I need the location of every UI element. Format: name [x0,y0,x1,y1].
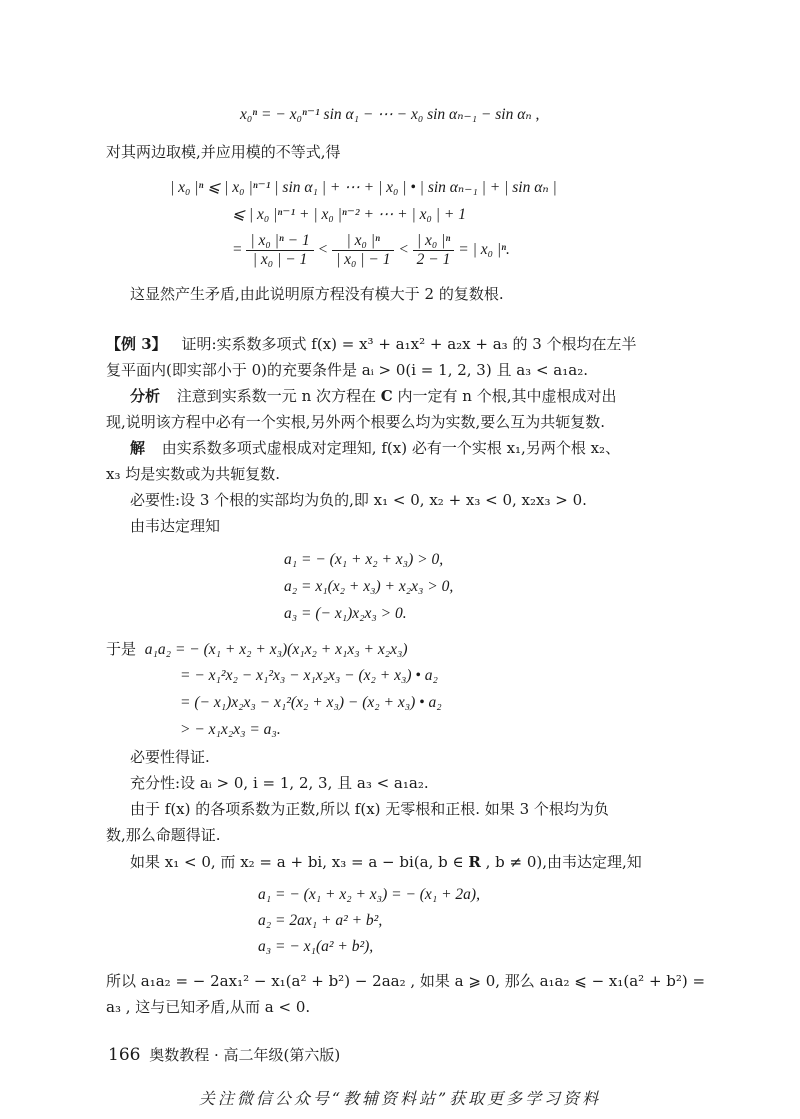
text-line: 必要性得证. [130,748,210,766]
text-part: 如果 x₁ < 0, 而 x₂ = a + bi, x₃ = a − bi(a, b ∈ [130,853,464,871]
watermark-text: 关注微信公众号“教辅资料站”获取更多学习资料 [198,1089,602,1108]
equation-line: a₂ = x₁(x₂ + x₃) + x₂x₃ > 0, [284,578,454,595]
text-part: , b ≠ 0),由韦达定理,知 [485,853,642,871]
fraction [246,232,313,269]
page-number: 166 [108,1045,141,1065]
text-line: 现,说明该方程中必有一个实根,另外两个根要么均为实数,要么互为共轭复数. [106,413,606,431]
denominator: | x₀ | − 1 [335,250,391,268]
text-line: a₃ , 这与已知矛盾,从而 a < 0. [106,998,311,1016]
text-line: 所以 a₁a₂ = − 2ax₁² − x₁(a² + b²) − 2aa₂ , 如果 a ⩾ 0, 那么 a₁a₂ ⩽ − x₁(a² + b²) = [106,972,706,990]
text-line: 必要性:设 3 个根的实部均为负的,即 x₁ < 0, x₂ + x₃ < 0, x₂x₃ > 0. [130,491,587,509]
solution-text: 由实系数多项式虚根成对定理知, f(x) 必有一个实根 x₁,另两个根 x₂、 [161,439,621,457]
text-line [130,851,642,873]
example-heading-line [106,333,637,355]
text-line: 由于 f(x) 的各项系数为正数,所以 f(x) 无零根和正根. 如果 3 个根均为负 [130,800,609,818]
text-lead: 于是 [106,640,137,658]
equation-line: a₃ = (− x₁)x₂x₃ > 0. [284,605,407,622]
numerator: | x₀ |ⁿ [332,232,395,251]
equation-line: = (− x₁)x₂x₃ − x₁²(x₂ + x₃) − (x₂ + x₃) • a₂ [180,694,442,711]
text-line: 由韦达定理知 [130,517,221,535]
denominator: | x₀ | − 1 [252,250,308,268]
equation-line: a₁ = − (x₁ + x₂ + x₃) = − (x₁ + 2a), [258,886,480,903]
fraction [332,232,395,269]
equation-line: a₂ = 2ax₁ + a² + b², [258,912,383,929]
equation-line [106,638,408,661]
fraction-inequality-line [232,230,510,270]
equation-line: = − x₁²x₂ − x₁²x₃ − x₁x₂x₃ − (x₂ + x₃) • a₂ [180,667,438,684]
complex-set-symbol: C [380,387,393,405]
solution-label: 解 [130,439,146,457]
equation-line: a₃ = − x₁(a² + b²), [258,938,374,955]
inequality-line: | x₀ |ⁿ ⩽ | x₀ |ⁿ⁻¹ | sin α₁ | + ⋯ + | x₀ | • | sin αₙ₋₁ | + | sin αₙ | [170,179,557,196]
solution-line [130,437,620,459]
example-label: 【例 3】 [106,335,167,353]
numerator: | x₀ |ⁿ − 1 [246,232,313,251]
text-line: 对其两边取模,并应用模的不等式,得 [106,143,341,161]
numerator: | x₀ |ⁿ [413,232,455,251]
text-line: x₃ 均是实数或为共轭复数. [106,465,281,483]
fraction [413,232,455,269]
analysis-text: 内一定有 n 个根,其中虚根成对出 [397,387,617,405]
text-line: 充分性:设 aᵢ > 0, i = 1, 2, 3, 且 a₃ < a₁a₂. [130,774,429,792]
page-footer [108,1044,340,1065]
equation-line: x₀ⁿ = − x₀ⁿ⁻¹ sin α₁ − ⋯ − x₀ sin αₙ₋₁ − sin αₙ , [240,106,540,123]
equation-line: > − x₁x₂x₃ = a₃. [180,721,281,738]
analysis-line [130,385,616,407]
book-title: 奥数教程 · 高二年级(第六版) [149,1046,341,1064]
less-than-sign: < [317,241,329,258]
equation-tail: = | x₀ |ⁿ. [458,241,510,258]
inequality-line: ⩽ | x₀ |ⁿ⁻¹ + | x₀ |ⁿ⁻² + ⋯ + | x₀ | + 1 [232,206,466,223]
equation-line: a₁ = − (x₁ + x₂ + x₃) > 0, [284,551,444,568]
equals-sign: = [232,241,243,258]
analysis-text: 注意到实系数一元 n 次方程在 [176,387,376,405]
example-statement: 证明:实系数多项式 f(x) = x³ + a₁x² + a₂x + a₃ 的 3 个根均在左半 [181,335,637,353]
text-line: 复平面内(即实部小于 0)的充要条件是 aᵢ > 0(i = 1, 2, 3) 且 a₃ < a₁a₂. [106,361,588,379]
text-line: 这显然产生矛盾,由此说明原方程没有模大于 2 的复数根. [130,285,504,303]
analysis-label: 分析 [130,387,161,405]
equation: a₁a₂ = − (x₁ + x₂ + x₃)(x₁x₂ + x₁x₃ + x₂x₃) [144,641,408,658]
denominator: 2 − 1 [416,250,451,268]
text-line: 数,那么命题得证. [106,826,221,844]
real-set-symbol: R [468,853,481,871]
less-than-sign: < [398,241,409,258]
